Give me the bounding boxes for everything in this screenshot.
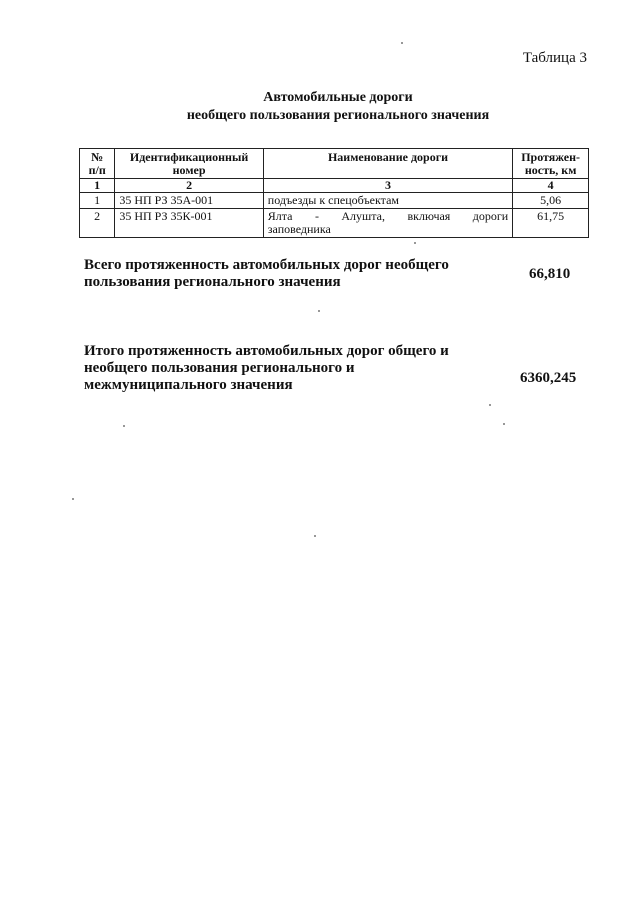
scan-speck: [503, 423, 505, 425]
header-id-line2: номер: [172, 163, 206, 177]
column-number-2: 2: [115, 179, 263, 193]
header-number-line1: №: [91, 150, 104, 164]
table-number: Таблица 3: [522, 50, 587, 66]
row-name: [263, 209, 512, 238]
header-id: [115, 149, 263, 179]
header-name: [263, 149, 512, 179]
grand-total-label-line1: Итого протяженность автомобильных дорог общего и: [84, 343, 449, 359]
row-length: 61,75: [513, 209, 589, 238]
table-row: [80, 193, 589, 209]
grand-total-value: 6360,245: [520, 370, 577, 386]
header-length: [513, 149, 589, 179]
row-length: 5,06: [513, 193, 589, 209]
scan-speck: [72, 498, 74, 500]
grand-total-label: [84, 343, 474, 394]
scan-speck: [401, 42, 403, 44]
roads-table: [79, 148, 589, 238]
scan-speck: [414, 242, 416, 244]
header-number-line2: п/п: [88, 163, 106, 177]
column-number-3: 3: [263, 179, 512, 193]
header-number: [80, 149, 115, 179]
total-length-label: [84, 257, 464, 291]
table-header-row: [80, 149, 589, 179]
scan-speck: [318, 310, 320, 312]
total-length-label-line2: пользования регионального значения: [84, 274, 341, 290]
row-number: 2: [80, 209, 115, 238]
row-name-line2: заповедника: [267, 222, 331, 236]
document-title-line2: необщего пользования регионального значения: [186, 108, 490, 123]
row-name-word: -: [314, 209, 319, 223]
row-name-word: Алушта,: [341, 209, 386, 223]
header-id-line1: Идентификационный: [129, 150, 249, 164]
grand-total-label-line2: необщего пользования регионального и: [84, 360, 355, 376]
row-id: 35 НП РЗ 35К-001: [115, 209, 263, 238]
row-name-word: дороги: [472, 209, 509, 223]
grand-total-label-line3: межмуниципального значения: [84, 377, 293, 393]
total-length-label-line1: Всего протяженность автомобильных дорог необщего: [84, 257, 449, 273]
header-length-line1: Протяжен-: [521, 150, 581, 164]
column-number-4: 4: [513, 179, 589, 193]
column-number-1: 1: [80, 179, 115, 193]
header-length-line2: ность, км: [524, 163, 577, 177]
row-name: подъезды к спецобъектам: [263, 193, 512, 209]
scan-speck: [489, 404, 491, 406]
row-id: 35 НП РЗ 35А-001: [115, 193, 263, 209]
row-number: 1: [80, 193, 115, 209]
total-length-value: 66,810: [529, 266, 571, 282]
row-name-word: включая: [407, 209, 451, 223]
table-row: [80, 209, 589, 238]
header-name-text: Наименование дороги: [327, 150, 449, 164]
scan-speck: [123, 425, 125, 427]
scan-speck: [314, 535, 316, 537]
row-name-word: Ялта: [267, 209, 293, 223]
column-numbering-row: [80, 179, 589, 193]
document-title-line1: Автомобильные дороги: [263, 90, 413, 105]
